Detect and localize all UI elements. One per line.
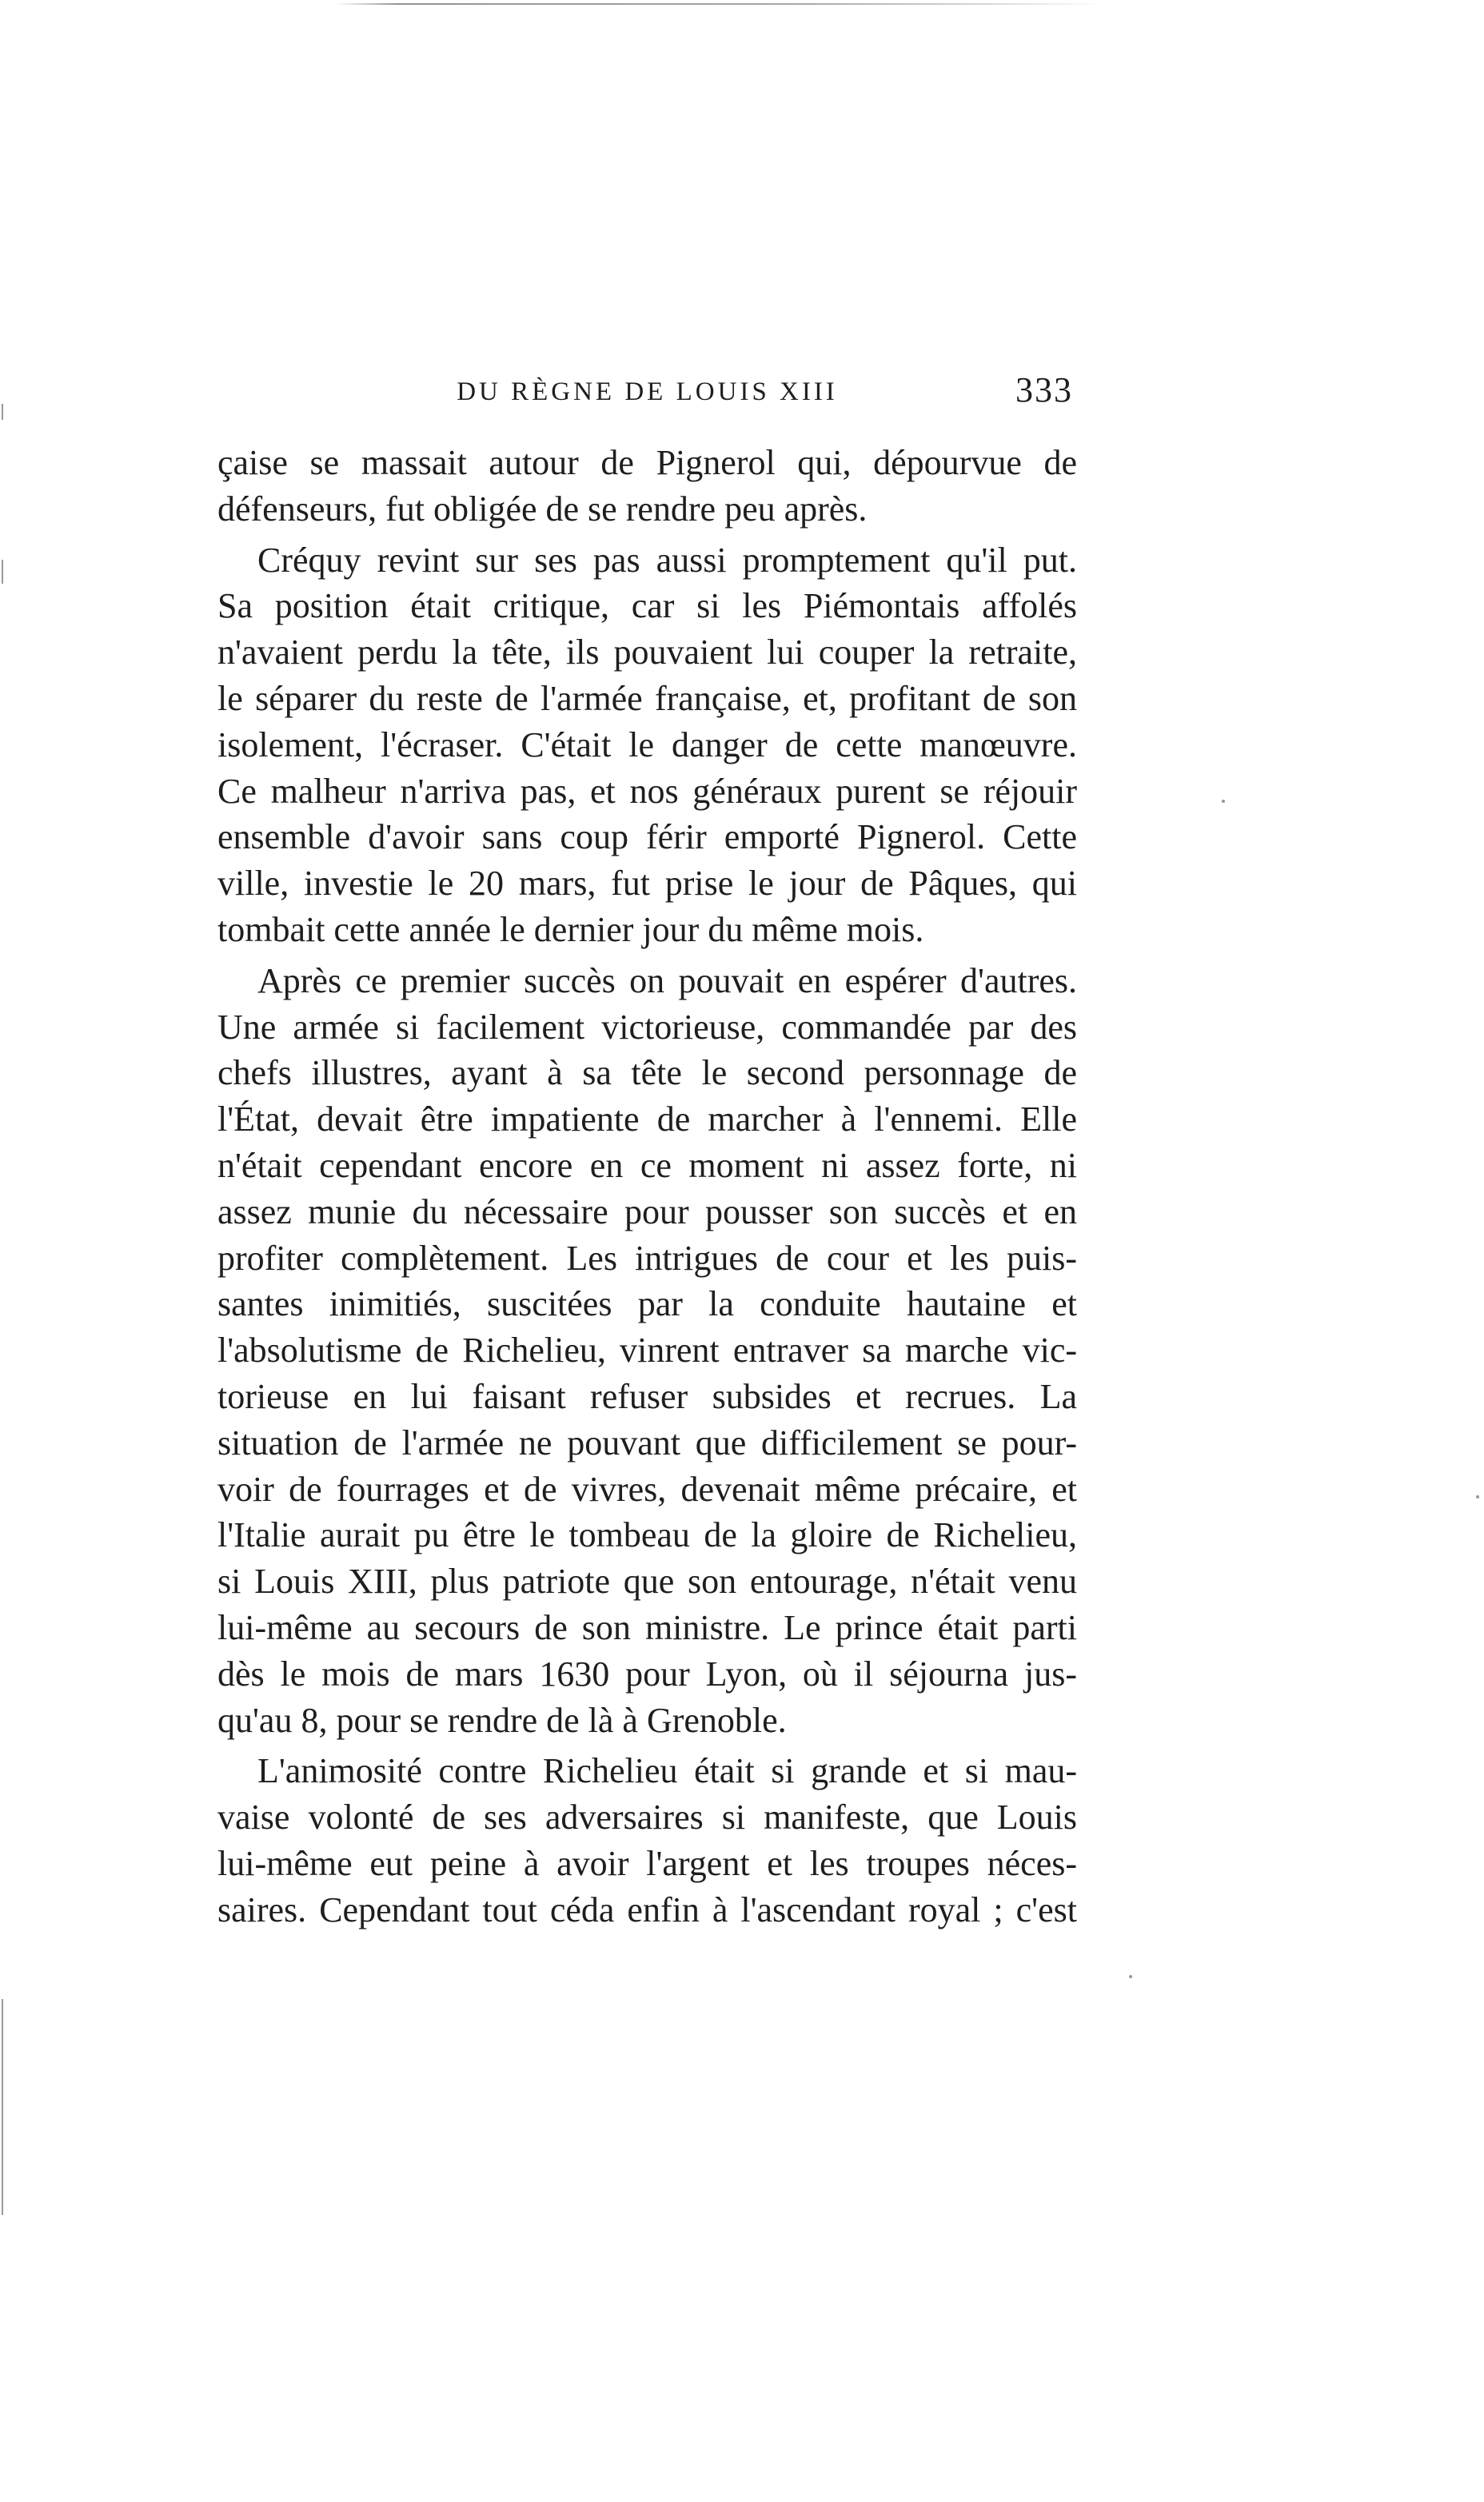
text-line: situation de l'armée ne pouvant que difficilement se pour- — [217, 1423, 1077, 1462]
running-title: DU RÈGNE DE LOUIS XIII — [457, 377, 838, 406]
text-line: lui-même au secours de son ministre. Le prince était parti — [217, 1607, 1077, 1647]
text-line: torieuse en lui faisant refuser subsides et recrues. La — [217, 1376, 1077, 1416]
paragraph — [217, 958, 1077, 1744]
paragraph — [217, 537, 1077, 953]
paragraph — [217, 1748, 1077, 1933]
body-text — [217, 440, 1077, 1933]
text-line: si Louis XIII, plus patriote que son entourage, n'était venu — [217, 1562, 1077, 1602]
text-line: ensemble d'avoir sans coup férir emporté Pignerol. Cette — [217, 817, 1077, 857]
text-line: défenseurs, fut obligée de se rendre peu après. — [217, 489, 868, 529]
paragraph — [217, 440, 1077, 533]
scan-edge-left-upper — [2, 404, 3, 420]
page-number: 333 — [1015, 370, 1073, 409]
text-line: l'Italie aurait pu être le tombeau de la gloire de Richelieu, — [217, 1515, 1077, 1555]
scan-edge-top — [336, 3, 1103, 5]
text-line: assez munie du nécessaire pour pousser son succès et en — [217, 1191, 1077, 1231]
text-line: le séparer du reste de l'armée française, et, profitant de son — [217, 678, 1077, 718]
text-line: Sa position était critique, car si les Piémontais affolés — [217, 586, 1077, 626]
speck — [1222, 800, 1225, 803]
scan-edge-left-lower — [2, 1999, 3, 2215]
text-line: Après ce premier succès on pouvait en espérer d'autres. — [257, 960, 1077, 1000]
text-line: ville, investie le 20 mars, fut prise le jour de Pâques, qui — [217, 864, 1077, 904]
running-head — [217, 369, 1077, 417]
text-line: çaise se massait autour de Pignerol qui, dépourvue de — [217, 443, 1077, 482]
text-line: n'avaient perdu la tête, ils pouvaient lui couper la retraite, — [217, 632, 1077, 672]
text-line: profiter complètement. Les intrigues de cour et les puis- — [217, 1238, 1077, 1278]
text-line: qu'au 8, pour se rendre de là à Grenoble. — [217, 1700, 787, 1740]
text-line: Ce malheur n'arriva pas, et nos généraux purent se réjouir — [217, 771, 1077, 811]
text-line: tombait cette année le dernier jour du même mois. — [217, 909, 924, 949]
text-line: vaise volonté de ses adversaires si manifeste, que Louis — [217, 1798, 1077, 1838]
text-line: Créquy revint sur ses pas aussi promptement qu'il put. — [257, 540, 1077, 580]
text-line: L'animosité contre Richelieu était si grande et si mau- — [257, 1751, 1077, 1791]
text-line: santes inimitiés, suscitées par la conduite hautaine et — [217, 1284, 1077, 1324]
text-line: n'était cependant encore en ce moment ni assez forte, ni — [217, 1145, 1077, 1185]
text-line: Une armée si facilement victorieuse, commandée par des — [217, 1007, 1077, 1047]
text-line: isolement, l'écraser. C'était le danger de cette manœuvre. — [217, 724, 1077, 764]
text-line: voir de fourrages et de vivres, devenait même précaire, et — [217, 1469, 1077, 1509]
text-line: lui-même eut peine à avoir l'argent et les troupes néces- — [217, 1843, 1077, 1883]
text-line: saires. Cependant tout céda enfin à l'ascendant royal ; c'est — [217, 1889, 1077, 1929]
speck — [1476, 1495, 1479, 1498]
text-line: chefs illustres, ayant à sa tête le second personnage de — [217, 1053, 1077, 1093]
text-line: dès le mois de mars 1630 pour Lyon, où il séjourna jus- — [217, 1654, 1077, 1694]
speck — [1129, 1975, 1132, 1978]
scan-edge-left-middle — [2, 560, 3, 584]
text-line: l'État, devait être impatiente de marcher à l'ennemi. Elle — [217, 1099, 1077, 1139]
text-line: l'absolutisme de Richelieu, vinrent entraver sa marche vic- — [217, 1331, 1077, 1371]
